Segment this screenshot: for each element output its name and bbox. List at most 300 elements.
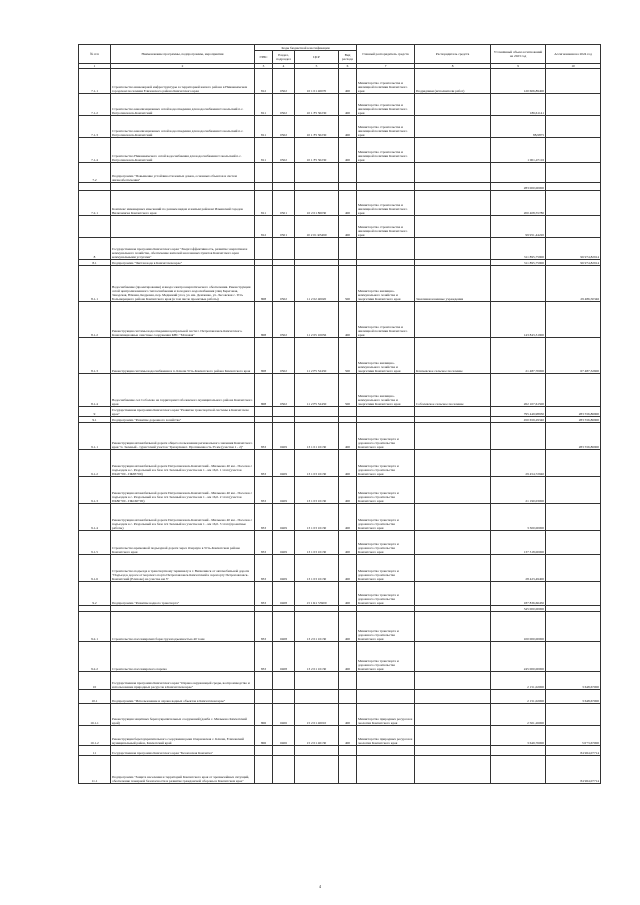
- table-row: [79, 338, 601, 374]
- row-recipient: [415, 183, 491, 191]
- row-number: 9: [79, 407, 111, 417]
- column-index: 3: [255, 64, 273, 69]
- row-recipient: [415, 477, 491, 504]
- row-section: 0408: [273, 642, 295, 672]
- row-manager: [357, 672, 415, 690]
- row-vr: 400: [339, 94, 357, 116]
- table-row: [79, 216, 601, 238]
- row-csr: 10 1 F5 50230: [295, 116, 339, 138]
- row-csr: 11 2 F5 52430: [295, 338, 339, 374]
- row-grbs: 811: [255, 138, 273, 163]
- row-recipient: [415, 726, 491, 746]
- row-amount-2023: 21 190,03000: [491, 477, 546, 504]
- row-manager: [357, 756, 415, 784]
- row-section: [273, 183, 295, 191]
- row-number: 8: [79, 238, 111, 260]
- row-number: 10: [79, 672, 111, 690]
- row-amount-2024: [546, 450, 601, 477]
- row-csr: 13 2 01 10130: [295, 612, 339, 642]
- row-amount-2023: 29 454,72940: [491, 450, 546, 477]
- table-row: [79, 407, 601, 417]
- row-manager: Министерство строительства и жилищной политики Камчатского края: [357, 216, 415, 238]
- row-amount-2023: 99 951,44220: [491, 216, 546, 238]
- row-manager: Министерство строительства и жилищной политики Камчатского края: [357, 138, 415, 163]
- row-manager: Министерство природных ресурсов и экологии Камчатского края: [357, 726, 415, 746]
- row-number: 10.1.2: [79, 726, 111, 746]
- column-index: 9: [491, 64, 546, 69]
- row-vr: 400: [339, 704, 357, 726]
- row-amount-2024: 96 974,82914: [546, 260, 601, 266]
- row-grbs: [255, 672, 273, 690]
- row-section: 0502: [273, 94, 295, 116]
- row-number: 9.1.4: [79, 504, 111, 531]
- row-manager: [357, 238, 415, 260]
- row-section: 0408: [273, 582, 295, 606]
- row-grbs: 806: [255, 726, 273, 746]
- row-number: 10.1.1: [79, 704, 111, 726]
- row-manager: Министерство транспорта и дорожного строительства Камчатского края: [357, 450, 415, 477]
- table-row: [79, 582, 601, 606]
- table-row: [79, 450, 601, 477]
- row-amount-2023: 795 449,98930: [491, 407, 546, 417]
- row-section: 0502: [273, 266, 295, 302]
- row-vr: [339, 672, 357, 690]
- row-grbs: 833: [255, 612, 273, 642]
- row-number: 8.1: [79, 260, 111, 266]
- row-name: Реконструкция системы водоснабжения в п. Ключи Усть-Камчатского района Камчатского края: [111, 338, 255, 374]
- row-grbs: 833: [255, 423, 273, 450]
- table-row: [79, 477, 601, 504]
- row-number: 9.1: [79, 417, 111, 423]
- row-name: Государственная программа Камчатского края "Безопасная Камчатка": [111, 746, 255, 756]
- row-section: 0408: [273, 612, 295, 642]
- col-section-header: Раздел, подраздел: [273, 51, 295, 64]
- row-name: Строительство Нижнекамского сетей водоснабжения для водоснабжения Сокольский п.с. Петропавловск-Камчатский: [111, 138, 255, 163]
- row-number: 11: [79, 746, 111, 756]
- table-row: [79, 163, 601, 183]
- row-amount-2023: 283 000,00000: [491, 183, 546, 191]
- table-row: [79, 69, 601, 94]
- row-recipient: [415, 704, 491, 726]
- row-number: 8.1.2: [79, 302, 111, 338]
- row-amount-2023: 143 843,31900: [491, 302, 546, 338]
- row-amount-2024: [546, 582, 601, 606]
- row-grbs: [255, 746, 273, 756]
- table-row: [79, 116, 601, 138]
- row-number: 8.1.4: [79, 374, 111, 407]
- row-amount-2024: [546, 216, 601, 238]
- row-recipient: [415, 94, 491, 116]
- row-manager: Министерство строительства и жилищной политики Камчатского края: [357, 69, 415, 94]
- table-row: [79, 555, 601, 582]
- row-vr: 400: [339, 582, 357, 606]
- row-section: 0406: [273, 704, 295, 726]
- row-amount-2024: [546, 191, 601, 216]
- row-grbs: 833: [255, 477, 273, 504]
- row-recipient: [415, 612, 491, 642]
- row-manager: Министерство транспорта и дорожного строительства Камчатского края: [357, 504, 415, 531]
- budget-table: [78, 44, 601, 784]
- row-amount-2024: 3 648,67000: [546, 690, 601, 704]
- row-grbs: [255, 163, 273, 183]
- row-vr: 500: [339, 338, 357, 374]
- table-row: [79, 374, 601, 407]
- row-grbs: 833: [255, 450, 273, 477]
- row-vr: 500: [339, 374, 357, 407]
- row-recipient: [415, 116, 491, 138]
- row-manager: Министерство строительства и жилищной политики Камчатского края: [357, 94, 415, 116]
- row-amount-2023: 2 501,26000: [491, 704, 546, 726]
- row-amount-2023: [491, 266, 546, 302]
- row-csr: [295, 746, 339, 756]
- row-number: 7.1.2: [79, 94, 111, 116]
- row-grbs: [255, 756, 273, 784]
- row-amount-2023: 88,9875: [491, 116, 546, 138]
- row-vr: [339, 407, 357, 417]
- row-manager: [357, 690, 415, 704]
- row-amount-2023: [491, 163, 546, 183]
- row-section: 0502: [273, 374, 295, 407]
- row-name: Реконструкция берегоукрепительного сооружения реки Озерновская с. Ключи, Елизовский муниципальный район, Камчатский край: [111, 726, 255, 746]
- row-manager: [357, 163, 415, 183]
- row-amount-2023: 1 001,47116: [491, 138, 546, 163]
- row-amount-2023: 200 408,55780: [491, 191, 546, 216]
- row-manager: Министерство жилищно-коммунального хозяйства и энергетики Камчатского края: [357, 266, 415, 302]
- row-grbs: 808: [255, 302, 273, 338]
- col-manager-header: Главный распорядитель средств: [357, 45, 415, 64]
- row-amount-2024: [546, 94, 601, 116]
- row-name: Подпрограмма "Развитие дорожного хозяйства": [111, 417, 255, 423]
- row-recipient: [415, 504, 491, 531]
- column-index: 5: [295, 64, 339, 69]
- row-amount-2023: 28 423,49400: [491, 555, 546, 582]
- row-number: [79, 216, 111, 238]
- row-amount-2024: [546, 504, 601, 531]
- row-vr: [339, 756, 357, 784]
- row-grbs: 808: [255, 266, 273, 302]
- row-amount-2024: [546, 138, 601, 163]
- row-number: 11.1: [79, 756, 111, 784]
- row-csr: 13 1 R1 53900: [295, 582, 339, 606]
- row-name: Реконструкция автомобильной дороги Петропавловск-Камчатский - Мильково 40 км - Поселок с подъездом к с. Раздольный и к базе п/х Зеленый на участке км 1 - км 16,0. 1 этап (участок ПК20+00 - ПК83+00): [111, 450, 255, 477]
- row-section: 0409: [273, 555, 295, 582]
- row-csr: [295, 163, 339, 183]
- row-amount-2024: [546, 116, 601, 138]
- col-vr-header: Вид расхода: [339, 51, 357, 64]
- row-grbs: 833: [255, 642, 273, 672]
- row-recipient: [415, 690, 491, 704]
- row-grbs: [255, 690, 273, 704]
- row-csr: [295, 690, 339, 704]
- row-csr: 10 2 01 80030: [295, 191, 339, 216]
- table-row: [79, 531, 601, 555]
- row-csr: 13 2 01 10130: [295, 642, 339, 672]
- row-number: 8.1.1: [79, 266, 111, 302]
- row-section: [273, 756, 295, 784]
- row-recipient: [415, 302, 491, 338]
- row-section: [273, 672, 295, 690]
- row-vr: 500: [339, 266, 357, 302]
- row-amount-2024: [546, 612, 601, 642]
- row-section: 0502: [273, 302, 295, 338]
- row-csr: 13 1 01 10130: [295, 423, 339, 450]
- table-row: [79, 266, 601, 302]
- row-amount-2024: [546, 555, 601, 582]
- col-number-header: № п/п: [79, 45, 111, 64]
- row-csr: 13 1 03 10130: [295, 504, 339, 531]
- row-name: Строительство пассажирских барж грузоподъемностью 40 тонн: [111, 612, 255, 642]
- row-csr: 11 2 05 10036: [295, 302, 339, 338]
- row-amount-2024: [546, 374, 601, 407]
- row-number: 9.2: [79, 582, 111, 606]
- row-amount-2024: 283 556,86900: [546, 423, 601, 450]
- col-name-header: Наименование программы, подпрограммы, мероприятия: [111, 45, 255, 64]
- row-grbs: [255, 183, 273, 191]
- row-vr: 400: [339, 642, 357, 672]
- row-amount-2023: 345 000,00000: [491, 606, 546, 612]
- row-manager: Министерство природных ресурсов и экологии Камчатского края: [357, 704, 415, 726]
- table-row: [79, 612, 601, 642]
- row-amount-2023: [491, 756, 546, 784]
- row-name: Государственная программа Камчатского края "Охрана окружающей среды, воспроизводство и использование природных ресурсов в Камчатском крае": [111, 672, 255, 690]
- row-number: 9.1.3: [79, 477, 111, 504]
- row-grbs: 833: [255, 555, 273, 582]
- row-amount-2023: 450 659,29340: [491, 417, 546, 423]
- row-name: Подпрограмма "Чистая вода в Камчатском крае": [111, 260, 255, 266]
- row-section: [273, 746, 295, 756]
- row-amount-2023: [491, 746, 546, 756]
- row-recipient: [415, 216, 491, 238]
- row-csr: [295, 407, 339, 417]
- row-recipient: [415, 672, 491, 690]
- row-vr: 400: [339, 555, 357, 582]
- row-csr: 11 2 02 40020: [295, 266, 339, 302]
- row-name: Подпрограмма "Использование и охрана водных объектов в Камчатском крае": [111, 690, 255, 704]
- row-recipient: [415, 407, 491, 417]
- row-section: [273, 407, 295, 417]
- row-name: Подпрограмма "Защита населения и территорий Камчатского края от чрезвычайных ситуаций, обеспечение пожарной безопасности и развитие гражданской обороны в Камчатском крае": [111, 756, 255, 784]
- row-recipient: [415, 238, 491, 260]
- codes-group-header: Коды бюджетной классификации: [255, 45, 357, 51]
- table-row: [79, 238, 601, 260]
- column-index: 8: [415, 64, 491, 69]
- table-row: [79, 672, 601, 690]
- row-number: 7.2.1: [79, 191, 111, 216]
- column-index: 2: [111, 64, 255, 69]
- row-number: 9.2.2: [79, 642, 111, 672]
- row-amount-2023: 3 300,00000: [491, 504, 546, 531]
- row-amount-2023: 2 151,02000: [491, 672, 546, 690]
- row-csr: 10 1 F5 50230: [295, 94, 339, 116]
- row-amount-2023: 2 151,02000: [491, 690, 546, 704]
- row-manager: Министерство транспорта и дорожного строительства Камчатского края: [357, 642, 415, 672]
- row-amount-2024: 3 6+3,67000: [546, 726, 601, 746]
- row-manager: [357, 746, 415, 756]
- row-manager: Министерство транспорта и дорожного строительства Камчатского края: [357, 423, 415, 450]
- row-name: Государственная программа Камчатского края "Развитие транспортной системы в Камчатском крае": [111, 407, 255, 417]
- col-2023-header: Уточнённый объем ассигнований на 2023 год: [491, 45, 546, 64]
- row-recipient: [415, 450, 491, 477]
- row-name: Водоснабжение (проектирование) и ввода электроэнергетического обеспечения. Реконструкция сетей централизованного теплоснабжения и холодного водоснабжения улиц Береговая, Заводская, Южная, Кедровая, пер. Медвежий угол, ул. им. Демченко, ул. Лесовская с. Усть Большерецкого района Камчатского края (в том числе проектные работы): [111, 266, 255, 302]
- row-section: 0409: [273, 504, 295, 531]
- row-amount-2024: [546, 704, 601, 726]
- row-recipient: [415, 756, 491, 784]
- row-csr: 15 2 01 40130: [295, 726, 339, 746]
- row-csr: 13 1 03 10130: [295, 477, 339, 504]
- row-section: 0502: [273, 116, 295, 138]
- row-amount-2023: 100 000,00000: [491, 612, 546, 642]
- row-name: Реконструкция системы водоотведения центральной части г. Петропавловск-Камчатского. Канализационные очистные сооружения КНС "Моховая": [111, 302, 255, 338]
- row-amount-2024: [546, 302, 601, 338]
- row-name: Подпрограмма "Развитие водного транспорта": [111, 582, 255, 606]
- row-amount-2023: 186,61141: [491, 94, 546, 116]
- row-vr: 400: [339, 423, 357, 450]
- table-row: [79, 690, 601, 704]
- table-row: [79, 138, 601, 163]
- row-number: 10.1: [79, 690, 111, 704]
- row-number: 9.1.6: [79, 555, 111, 582]
- row-csr: [295, 672, 339, 690]
- row-grbs: 833: [255, 531, 273, 555]
- row-section: 0501: [273, 191, 295, 216]
- row-amount-2024: 29 486,50346: [546, 266, 601, 302]
- row-manager: Министерство жилищно-коммунального хозяйства и энергетики Камчатского края: [357, 374, 415, 407]
- row-section: 0502: [273, 338, 295, 374]
- row-recipient: [415, 138, 491, 163]
- row-vr: [339, 183, 357, 191]
- row-amount-2023: 245 000,00000: [491, 642, 546, 672]
- row-grbs: [255, 238, 273, 260]
- row-number: 9.2.1: [79, 612, 111, 642]
- row-grbs: 833: [255, 582, 273, 606]
- row-vr: 400: [339, 116, 357, 138]
- row-amount-2024: 3 648,67000: [546, 672, 601, 690]
- row-name: Комплекс инженерных изысканий по разным видам и жилым районам Ильинский городов Вилючинска Камчатского края: [111, 191, 255, 216]
- row-grbs: [255, 407, 273, 417]
- row-number: [79, 183, 111, 191]
- row-name: Строительство временной подъездной дороги через Озерную в Усть-Камчатском районе Камчатского края: [111, 531, 255, 555]
- row-csr: 13 1 03 10130: [295, 531, 339, 555]
- row-name: [111, 183, 255, 191]
- row-grbs: 806: [255, 704, 273, 726]
- row-name: [111, 216, 255, 238]
- row-recipient: Заказчики казенные учреждения: [415, 266, 491, 302]
- row-grbs: 833: [255, 504, 273, 531]
- row-vr: [339, 690, 357, 704]
- row-grbs: 811: [255, 94, 273, 116]
- row-amount-2023: 3 649,76000: [491, 726, 546, 746]
- row-manager: Министерство транспорта и дорожного строительства Камчатского края: [357, 555, 415, 582]
- row-grbs: 808: [255, 338, 273, 374]
- row-amount-2023: 311 895,75900: [491, 238, 546, 260]
- row-recipient: [415, 555, 491, 582]
- row-number: 7.2: [79, 163, 111, 183]
- row-number: 7.1.4: [79, 138, 111, 163]
- row-section: 0502: [273, 69, 295, 94]
- row-name: Реконструкция автомобильной дороги Петропавловск-Камчатский - Мильково 40 км - Поселок с подъездом к с. Раздольный и к базе п/х Зеленый на участке км 1 - км 16,0. 2 этап (участок ПК80+00 - ПК160+00): [111, 477, 255, 504]
- row-amount-2023: [491, 423, 546, 450]
- column-index: 7: [357, 64, 415, 69]
- row-vr: 400: [339, 477, 357, 504]
- row-csr: 13 1 03 10130: [295, 555, 339, 582]
- row-vr: 400: [339, 531, 357, 555]
- row-vr: 400: [339, 216, 357, 238]
- row-manager: [357, 407, 415, 417]
- table-row: [79, 704, 601, 726]
- row-name: Подпрограмма "Повышение устойчивости жилых домов, основных объектов и систем жизнеобеспечения": [111, 163, 255, 183]
- row-amount-2024: [546, 163, 601, 183]
- row-number: 8.1.3: [79, 338, 111, 374]
- row-amount-2024: [546, 183, 601, 191]
- row-grbs: 811: [255, 191, 273, 216]
- table-row: [79, 191, 601, 216]
- row-name: Строительство пассажирского парома: [111, 642, 255, 672]
- table-row: [79, 302, 601, 338]
- row-amount-2023: 137 318,00000: [491, 531, 546, 555]
- row-name: Реконструкция защитных берегоукрепительных сооружений (дамба с. Мильково Камчатский край): [111, 704, 255, 726]
- row-amount-2024: 283 556,86900: [546, 417, 601, 423]
- row-manager: Министерство строительства и жилищной политики Камчатского края: [357, 302, 415, 338]
- row-manager: Министерство транспорта и дорожного строительства Камчатского края: [357, 612, 415, 642]
- row-section: 0409: [273, 450, 295, 477]
- row-number: 9.1.1: [79, 423, 111, 450]
- row-csr: [295, 183, 339, 191]
- row-amount-2024: 84 964,07714: [546, 746, 601, 756]
- row-manager: Министерство строительства и жилищной политики Камчатского края: [357, 191, 415, 216]
- col-recipient-header: Распорядитель средств: [415, 45, 491, 64]
- row-grbs: 812: [255, 216, 273, 238]
- row-vr: [339, 163, 357, 183]
- row-section: 0409: [273, 423, 295, 450]
- row-recipient: [415, 582, 491, 606]
- row-section: [273, 238, 295, 260]
- row-grbs: 808: [255, 374, 273, 407]
- row-vr: 400: [339, 612, 357, 642]
- row-amount-2024: 67 487,32600: [546, 338, 601, 374]
- row-vr: 400: [339, 69, 357, 94]
- table-row: [79, 94, 601, 116]
- column-index: 6: [339, 64, 357, 69]
- row-name: Строительство канализационных сетей водоотведения для водоснабжения Сокольский п.с. Петропавловск-Камчатский: [111, 116, 255, 138]
- row-section: 0409: [273, 477, 295, 504]
- row-amount-2024: 84 964,07714: [546, 756, 601, 784]
- row-section: 0409: [273, 531, 295, 555]
- row-section: 0501: [273, 216, 295, 238]
- row-vr: 400: [339, 138, 357, 163]
- row-csr: 10 1 01 40070: [295, 69, 339, 94]
- table-row: [79, 756, 601, 784]
- row-manager: Министерство строительства и жилищной политики Камчатского края: [357, 116, 415, 138]
- row-recipient: [415, 423, 491, 450]
- row-manager: [357, 183, 415, 191]
- row-recipient: Подрядчики (исполнители работ): [415, 69, 491, 94]
- row-recipient: Соболевское сельское поселение: [415, 374, 491, 407]
- row-amount-2024: [546, 531, 601, 555]
- row-csr: 15 2 01 40010: [295, 704, 339, 726]
- table-row: [79, 504, 601, 531]
- row-csr: 13 1 03 10130: [295, 450, 339, 477]
- row-amount-2023: 262 107,61500: [491, 374, 546, 407]
- table-body: [79, 69, 601, 784]
- row-name: Реконструкция автомобильной дороги Петропавловск-Камчатский - Мильково 40 км - Поселок с подъездом к с. Раздольный и к базе п/х Зеленый на участке км 1 - км 16,0. 3 этап (проектные работы): [111, 504, 255, 531]
- col-2024-header: Ассигнования на 2024 год: [546, 45, 601, 64]
- row-csr: 10 1 F5 50230: [295, 138, 339, 163]
- row-csr: [295, 756, 339, 784]
- row-section: 0502: [273, 138, 295, 163]
- row-section: [273, 163, 295, 183]
- row-recipient: Ключевское сельское поселение: [415, 338, 491, 374]
- row-name: Водоснабжение сел Соболево на территории Соболевского муниципального района Камчатского края: [111, 374, 255, 407]
